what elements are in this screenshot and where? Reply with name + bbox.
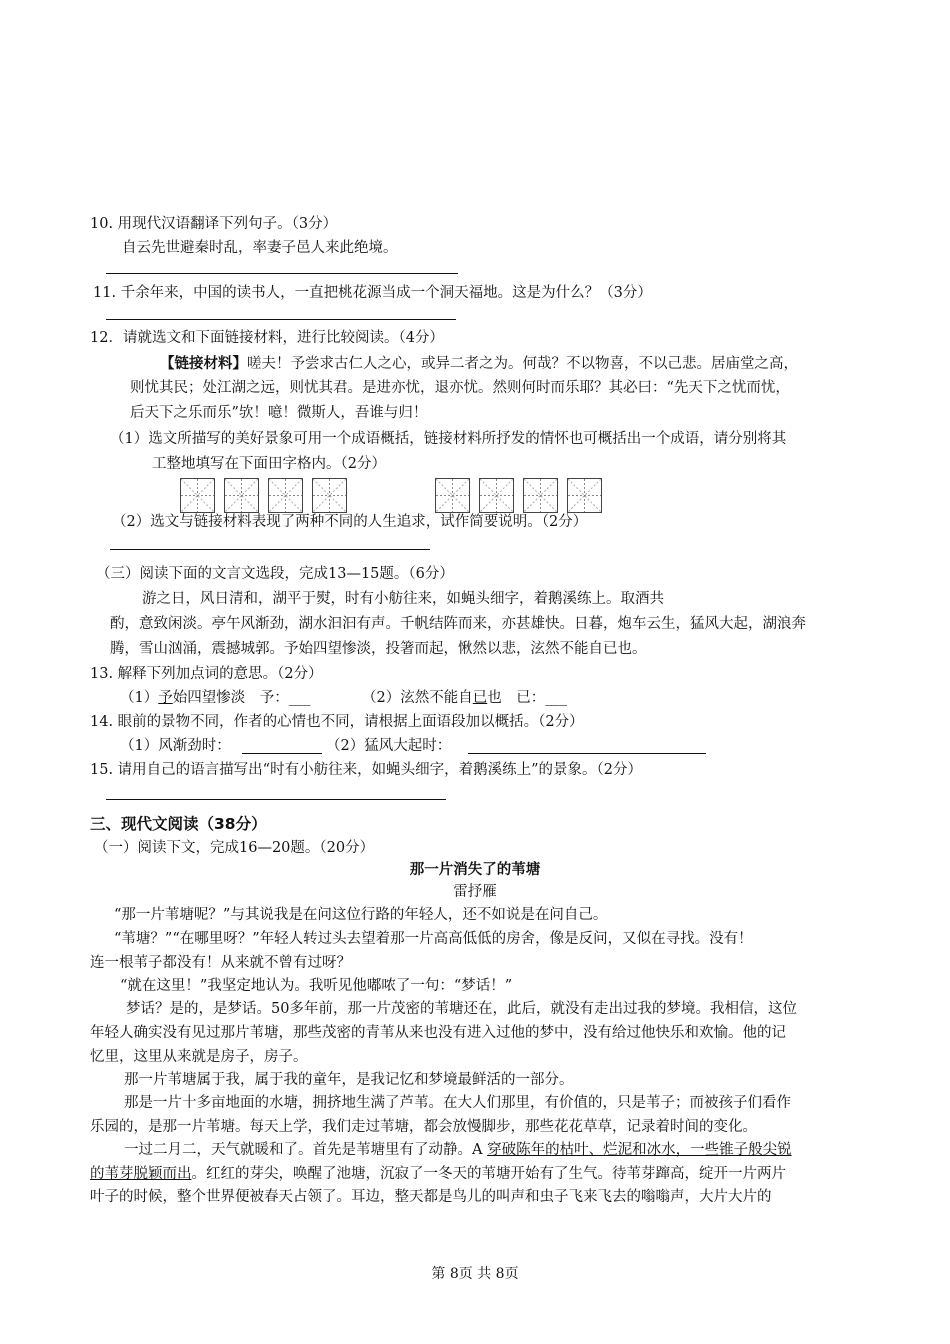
q12-material-line-2: 则忧其民；处江湖之远，则忧其君。是进亦忧，退亦忧。然则何时而乐耶？其必曰：“先天下之忧而忧， — [130, 380, 790, 396]
underlined-sentence-a: 穿破陈年的枯叶、烂泥和冰水，一些锥子般尖锐 — [487, 1142, 792, 1158]
q12-sub1-line-1: （1）选文所描写的美好景象可用一个成语概括，链接材料所抒发的情怀也可概括出一个成语，请分别将其 — [110, 431, 787, 447]
q13-item-1: （1）予始四望惨淡 予：___ — [120, 690, 311, 706]
article-p1: “那一片苇塘呢？”与其说我是在问这位行路的年轻人，还不如说是在问自己。 — [114, 907, 608, 923]
article-title: 那一片消失了的苇塘 — [409, 862, 541, 878]
article-p4-line-2: 年轻人确实没有见过那片苇塘，那些茂密的青苇从来也没有进入过他的梦中，没有给过他快乐和欢愉。他的记 — [90, 1025, 786, 1041]
article-p7-line-3: 叶子的时候，整个世界便被春天占领了。耳边，整天都是鸟儿的叫声和虫子飞来飞去的嗡嗡声，大片大片的 — [90, 1189, 772, 1205]
q12-sub2-answer-line[interactable] — [110, 549, 430, 550]
underlined-sentence-a-end: 的苇芽脱颖而出 — [90, 1166, 192, 1182]
tianzige-cell[interactable] — [523, 478, 558, 513]
q14-item-2: （2）猛风大起时： — [326, 738, 452, 754]
dotted-char-yu: 予 — [158, 690, 173, 706]
q14-item-2-answer-line[interactable] — [468, 753, 706, 754]
tianzige-cell[interactable] — [180, 478, 215, 513]
material-label: 【链接材料】 — [160, 355, 247, 372]
passage-line-2: 酌，意致闲淡。亭午风渐劲，湖水汩汩有声。千帆结阵而来，亦甚雄快。日暮，炮车云生，猛风大起，湖浪奔 — [110, 616, 806, 632]
article-p7-line-1: 一过二月二，天气就暖和了。首先是苇塘里有了动静。A 穿破陈年的枯叶、烂泥和冰水，一些锥子般尖锐 — [124, 1142, 792, 1158]
tianzige-cell[interactable] — [224, 478, 259, 513]
tianzige-cell[interactable] — [312, 478, 347, 513]
q11-answer-line[interactable] — [106, 319, 456, 320]
q13-item-2: （2）泫然不能自已也 已：___ — [362, 690, 567, 706]
q12-material-line-3: 后天下之乐而乐”欤！噫！微斯人，吾谁与归！ — [130, 405, 428, 421]
article-p4-line-3: 忆里，这里从来就是房子，房子。 — [90, 1049, 308, 1065]
passage-line-1: 游之日，风日清和，湖平于熨，时有小舫往来，如蝇头细字，着鹅溪练上。取酒共 — [142, 591, 664, 607]
article-p2-line-1: “苇塘？”“在哪里呀？”年轻人转过头去望着那一片高高低低的房舍，像是反问，又似在寻找。没有！ — [114, 931, 753, 947]
dotted-char-yi: 已 — [472, 690, 488, 706]
passage-line-3: 腾，雪山汹涌，震撼城郭。予始四望惨淡，投箸而起，愀然以悲，泫然不能自已也。 — [110, 641, 647, 657]
q10-title: 10. 用现代汉语翻译下列句子。（3分） — [90, 216, 338, 232]
article-p2-line-2: 连一根苇子都没有！从来就不曾有过呀？ — [90, 955, 351, 971]
q15-title: 15. 请用自己的语言描写出“时有小舫往来，如蝇头细字，着鹅溪练上”的景象。（2分） — [90, 762, 642, 778]
article-p3: “就在这里！”我坚定地认为。我听见他嘟哝了一句：“梦话！” — [120, 978, 513, 994]
page-footer: 第 8页 共 8页 — [431, 1266, 519, 1282]
q12-sub1-line-2: 工整地填写在下面田字格内。（2分） — [152, 456, 386, 472]
q15-answer-line[interactable] — [106, 799, 446, 800]
q10-answer-line[interactable] — [106, 273, 458, 274]
tianzige-cell[interactable] — [268, 478, 303, 513]
q14-item-1: （1）风渐劲时： — [120, 738, 231, 754]
tianzige-grid-left — [180, 478, 356, 513]
q14-title: 14. 眼前的景物不同，作者的心情也不同，请根据上面语段加以概括。（2分） — [90, 714, 584, 730]
q11-title: 11. 千余年来，中国的读书人，一直把桃花源当成一个洞天福地。这是为什么？（3分） — [93, 285, 652, 301]
part3-subtitle: （一）阅读下文，完成16—20题。（20分） — [94, 840, 375, 856]
q12-title: 12．请就选文和下面链接材料，进行比较阅读。（4分） — [90, 330, 444, 346]
tianzige-cell[interactable] — [435, 478, 470, 513]
q14-item-1-answer-line[interactable] — [242, 753, 322, 754]
article-p7-line-2: 的苇芽脱颖而出。红红的芽尖，唤醒了池塘，沉寂了一冬天的苇塘开始有了生气。待苇芽蹿高，绽开一片两片 — [90, 1166, 786, 1182]
q13-title: 13. 解释下列加点词的意思。（2分） — [90, 666, 323, 682]
q12-material-line-1: 【链接材料】嗟夫！予尝求古仁人之心，或异二者之为。何哉？不以物喜，不以己悲。居庙堂之高， — [160, 355, 798, 372]
section3-title: （三）阅读下面的文言文选段，完成13—15题。（6分） — [96, 566, 454, 582]
tianzige-cell[interactable] — [567, 478, 602, 513]
tianzige-grid-right — [435, 478, 611, 513]
article-p5: 那一片苇塘属于我，属于我的童年，是我记忆和梦境最鲜活的一部分。 — [124, 1072, 574, 1088]
part3-title: 三、现代文阅读（38分） — [90, 815, 267, 833]
article-p6-line-1: 那是一片十多亩地面的水塘，拥挤地生满了芦苇。在大人们那里，有价值的，只是苇子；而被孩子们看作 — [124, 1095, 791, 1111]
q12-sub2: （2）选文与链接材料表现了两种不同的人生追求，试作简要说明。（2分） — [112, 514, 588, 530]
article-author: 雷抒雁 — [453, 884, 497, 900]
tianzige-cell[interactable] — [479, 478, 514, 513]
article-p6-line-2: 乐园的，是那一片苇塘。每天上学，我们走过苇塘，都会放慢脚步，那些花花草草，记录着时间的变化。 — [90, 1119, 757, 1135]
article-p4-line-1: 梦话？是的，是梦话。50多年前，那一片茂密的苇塘还在，此后，就没有走出过我的梦境。我相信，这位 — [126, 1001, 797, 1017]
q10-sentence: 自云先世避秦时乱，率妻子邑人来此绝境。 — [122, 240, 398, 256]
